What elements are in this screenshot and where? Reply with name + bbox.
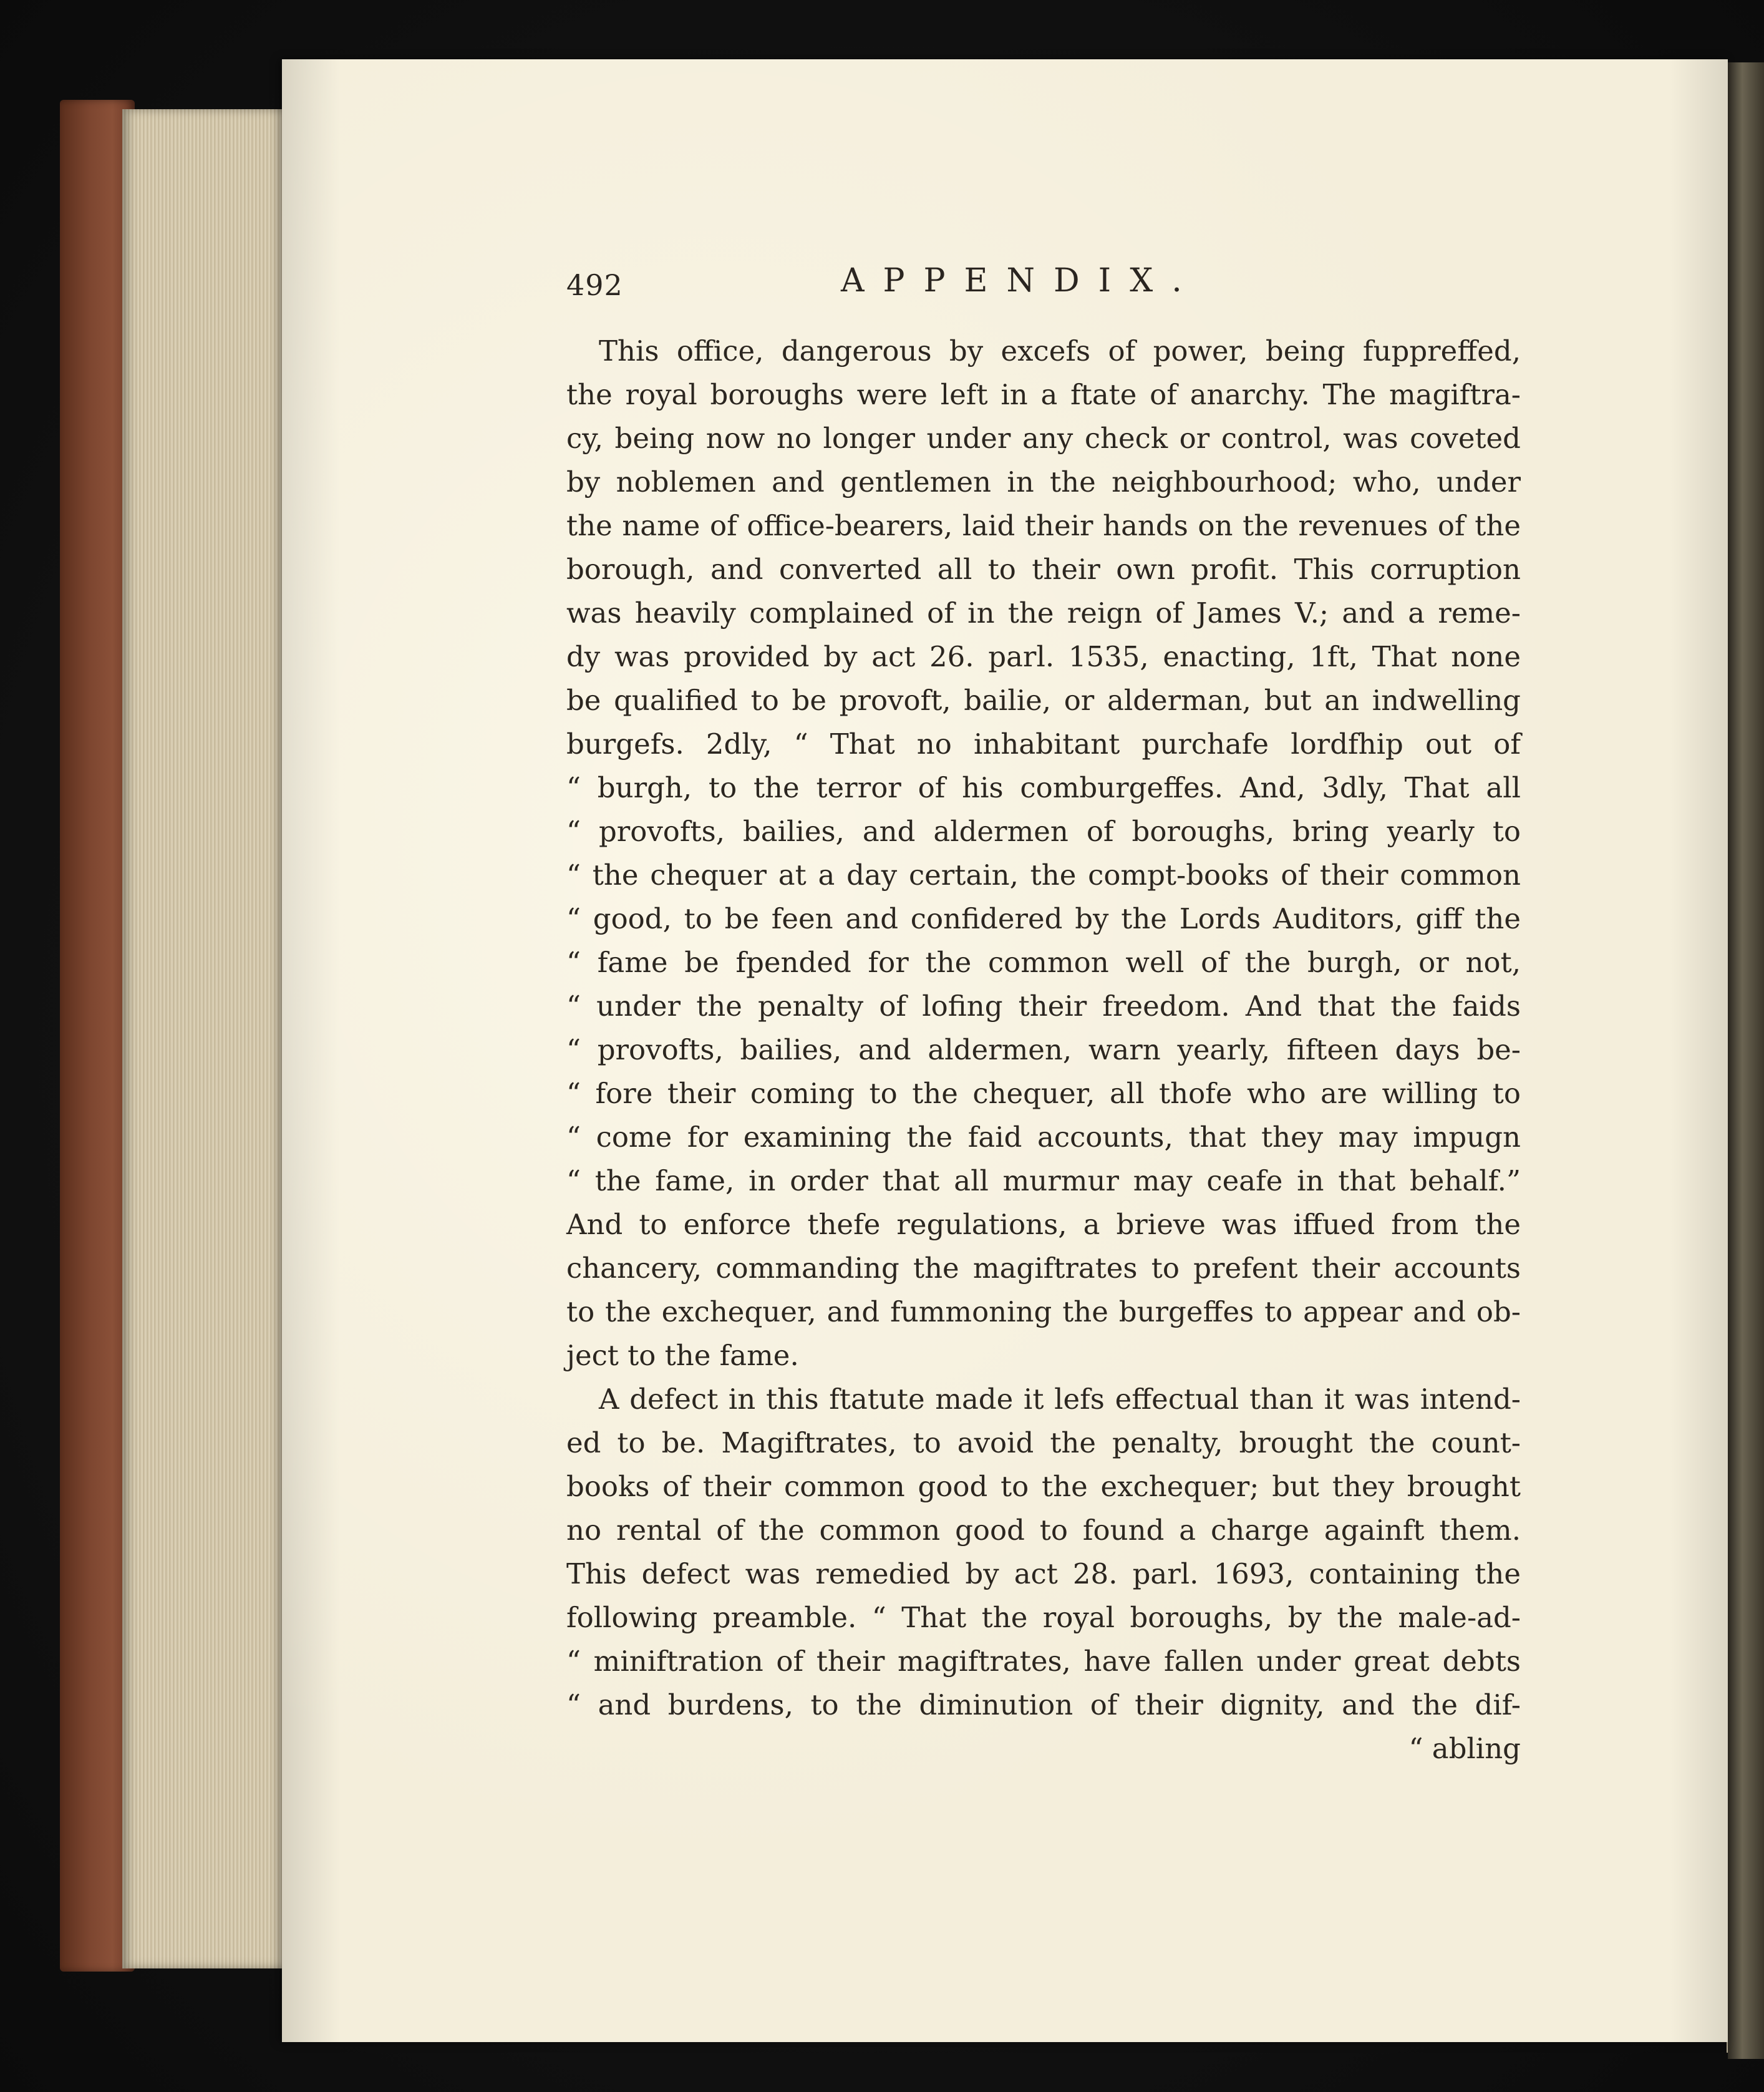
text-line: was heavily complained of in the reign of James V.; and a reme- bbox=[566, 596, 1521, 630]
text-line: “ miniftration of their magiftrates, have fallen under great debts bbox=[566, 1645, 1521, 1678]
text-line: “ provofts, bailies, and aldermen of boroughs, bring yearly to bbox=[566, 815, 1521, 848]
text-line: And to enforce thefe regulations, a brieve was iffued from the bbox=[566, 1208, 1521, 1241]
text-line: the royal boroughs were left in a ftate of anarchy. The magiftra- bbox=[566, 378, 1521, 411]
text-line: books of their common good to the exchequer; but they brought bbox=[566, 1470, 1521, 1503]
text-line: This defect was remedied by act 28. parl. 1693, containing the bbox=[566, 1557, 1521, 1590]
text-line: the name of office-bearers, laid their hands on the revenues of the bbox=[566, 509, 1521, 542]
text-line: no rental of the common good to found a charge againft them. bbox=[566, 1514, 1521, 1547]
text-line: by noblemen and gentlemen in the neighbourhood; who, under bbox=[566, 465, 1521, 499]
text-line: This office, dangerous by excefs of power, being fuppreffed, bbox=[599, 334, 1521, 367]
text-line: “ fame be fpended for the common well of the burgh, or not, bbox=[566, 946, 1521, 979]
text-line: ject to the fame. bbox=[566, 1339, 799, 1372]
page-number: 492 bbox=[566, 268, 623, 302]
text-line: chancery, commanding the magiftrates to prefent their accounts bbox=[566, 1252, 1521, 1285]
text-line: “ fore their coming to the chequer, all thofe who are willing to bbox=[566, 1077, 1521, 1110]
body-text bbox=[566, 329, 1521, 1771]
page-block-edges bbox=[122, 109, 291, 1968]
text-line: burgefs. 2dly, “ That no inhabitant purchafe lordfhip out of bbox=[566, 727, 1521, 761]
text-line: “ under the penalty of lofing their freedom. And that the faids bbox=[566, 990, 1521, 1023]
text-line: dy was provided by act 26. parl. 1535, enacting, 1ft, That none bbox=[566, 640, 1521, 673]
text-line: “ the chequer at a day certain, the compt-books of their common bbox=[566, 859, 1521, 892]
catchword: “ abling bbox=[1408, 1732, 1521, 1765]
text-line: “ and burdens, to the diminution of their dignity, and the dif- bbox=[566, 1688, 1521, 1721]
text-line: “ provofts, bailies, and aldermen, warn yearly, fifteen days be- bbox=[566, 1033, 1521, 1066]
text-line: ed to be. Magiftrates, to avoid the penalty, brought the count- bbox=[566, 1426, 1521, 1459]
text-line: following preamble. “ That the royal boroughs, by the male-ad- bbox=[566, 1601, 1521, 1634]
text-line: “ come for examining the faid accounts, that they may impugn bbox=[566, 1121, 1521, 1154]
text-line: cy, being now no longer under any check or control, was coveted bbox=[566, 422, 1521, 455]
page-header bbox=[566, 262, 1521, 312]
running-head: APPENDIX. bbox=[841, 262, 1201, 299]
book-cover-right bbox=[1728, 62, 1764, 2059]
text-line: to the exchequer, and fummoning the burgeffes to appear and ob- bbox=[566, 1295, 1521, 1328]
text-line: “ good, to be feen and confidered by the Lords Auditors, giff the bbox=[566, 902, 1521, 935]
text-line: “ burgh, to the terror of his comburgeffes. And, 3dly, That all bbox=[566, 771, 1521, 804]
text-line: “ the fame, in order that all murmur may ceafe in that behalf.” bbox=[566, 1164, 1521, 1197]
text-line: be qualified to be provoft, bailie, or alderman, but an indwelling bbox=[566, 684, 1521, 717]
text-line: A defect in this ftatute made it lefs effectual than it was intend- bbox=[599, 1383, 1521, 1416]
text-line: borough, and converted all to their own profit. This corruption bbox=[566, 553, 1521, 586]
